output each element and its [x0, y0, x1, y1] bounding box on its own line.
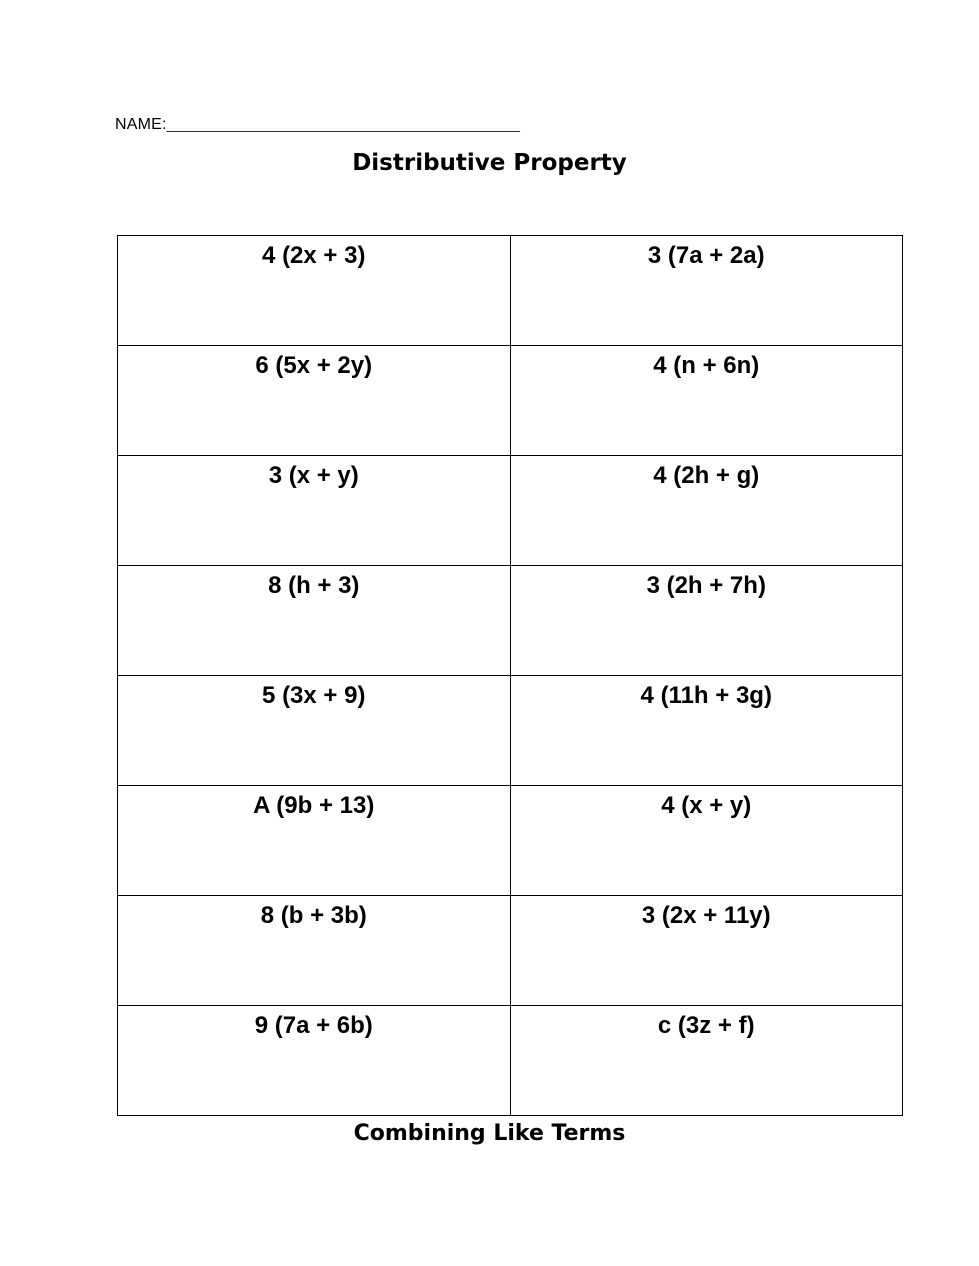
problem-cell: 4 (n + 6n)	[510, 346, 903, 456]
name-label: NAME:	[115, 116, 167, 133]
problems-table	[117, 235, 903, 1116]
footer-title: Combining Like Terms	[353, 1121, 626, 1146]
problem-cell: c (3z + f)	[510, 1006, 903, 1116]
problem-cell: 5 (3x + 9)	[118, 676, 511, 786]
problem-cell: 9 (7a + 6b)	[118, 1006, 511, 1116]
problem-cell: A (9b + 13)	[118, 786, 511, 896]
table-row	[118, 456, 903, 566]
problem-cell: 4 (x + y)	[510, 786, 903, 896]
problem-cell: 4 (11h + 3g)	[510, 676, 903, 786]
table-row	[118, 236, 903, 346]
problem-cell: 3 (2x + 11y)	[510, 896, 903, 1006]
table-row	[118, 346, 903, 456]
table-row	[118, 896, 903, 1006]
problem-cell: 6 (5x + 2y)	[118, 346, 511, 456]
problem-cell: 8 (h + 3)	[118, 566, 511, 676]
problem-cell: 3 (7a + 2a)	[510, 236, 903, 346]
problem-cell: 3 (2h + 7h)	[510, 566, 903, 676]
table-row	[118, 676, 903, 786]
problem-cell: 4 (2h + g)	[510, 456, 903, 566]
table-row	[118, 786, 903, 896]
problem-cell: 3 (x + y)	[118, 456, 511, 566]
problem-cell: 8 (b + 3b)	[118, 896, 511, 1006]
table-row	[118, 1006, 903, 1116]
page-title: Distributive Property	[352, 150, 627, 176]
table-row	[118, 566, 903, 676]
problem-cell: 4 (2x + 3)	[118, 236, 511, 346]
name-blank-line: __________________________________________	[166, 116, 520, 133]
name-line	[115, 116, 519, 134]
